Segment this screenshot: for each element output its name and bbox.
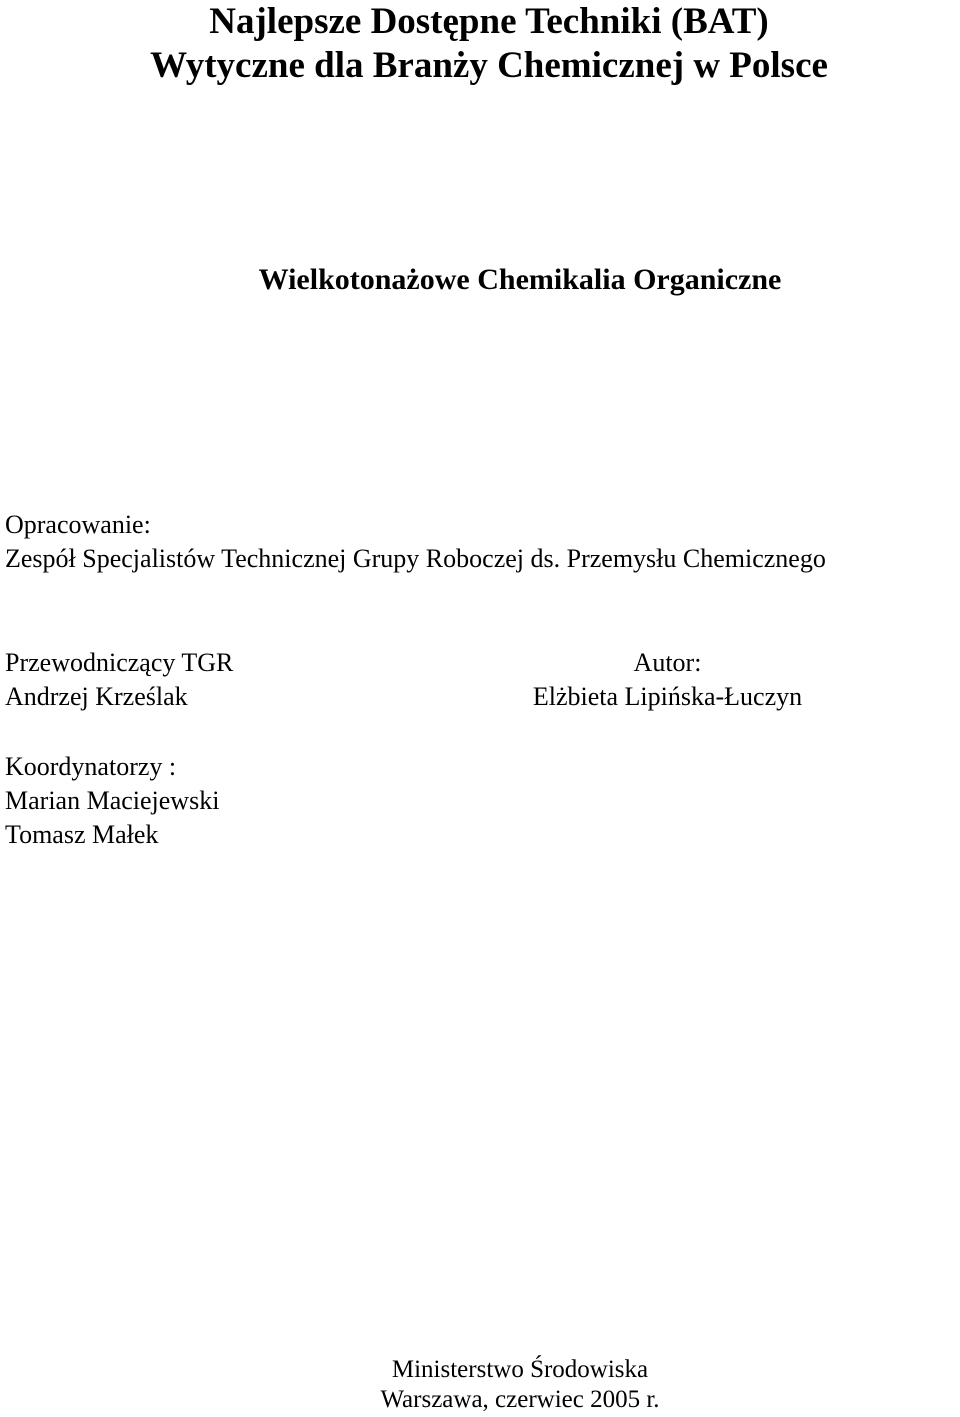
document-title-line-2: Wytyczne dla Branży Chemicznej w Polsce xyxy=(150,45,828,86)
footer-ministry: Ministerstwo Środowiska xyxy=(391,1356,649,1383)
footer xyxy=(340,1355,700,1415)
preparation-team: Zespół Specjalistów Technicznej Grupy Roboczej ds. Przemysłu Chemicznego xyxy=(5,544,826,573)
document-subtitle: Wielkotonażowe Chemikalia Organiczne xyxy=(258,263,782,296)
coordinator-name: Tomasz Małek xyxy=(5,820,159,849)
chair-name: Andrzej Krześlak xyxy=(5,682,188,711)
document-title-line-1: Najlepsze Dostępne Techniki (BAT) xyxy=(209,1,769,42)
footer-place-date: Warszawa, czerwiec 2005 r. xyxy=(380,1386,660,1413)
coordinators-label: Koordynatorzy : xyxy=(5,752,177,781)
preparation-label: Opracowanie: xyxy=(5,510,151,539)
author-label: Autor: xyxy=(633,648,702,677)
chair-label: Przewodniczący TGR xyxy=(5,648,234,677)
author-block xyxy=(480,646,855,714)
author-name: Elżbieta Lipińska-Łuczyn xyxy=(532,682,803,711)
coordinator-name: Marian Maciejewski xyxy=(5,786,220,815)
